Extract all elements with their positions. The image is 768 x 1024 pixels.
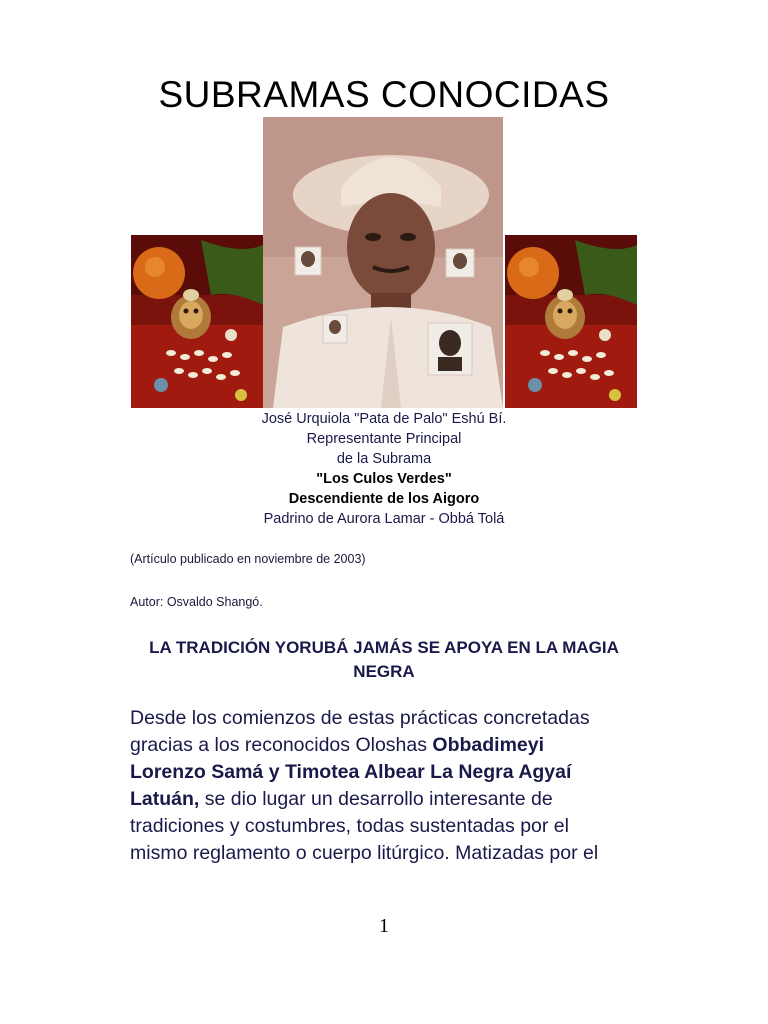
body-line-1: Desde los comienzos de estas prácticas concretadas — [130, 707, 590, 729]
caption-subrama-name: "Los Culos Verdes" — [316, 471, 452, 487]
body-line-3 — [130, 759, 630, 786]
caption-role: Representante Principal — [306, 431, 462, 447]
article-headline — [120, 636, 648, 684]
caption-name: José Urquiola "Pata de Palo" Eshú Bí. — [261, 411, 507, 427]
body-line-4-bold: Latuán, — [130, 788, 200, 810]
page-number: 1 — [379, 915, 389, 937]
publication-note: (Artículo publicado en noviembre de 2003) — [130, 552, 366, 566]
portrait-photo — [263, 117, 503, 408]
altar-photo-right — [505, 235, 637, 408]
altar-photo-left — [131, 235, 263, 408]
body-line-4-text: se dio lugar un desarrollo interesante de — [199, 788, 553, 810]
body-line-5: tradiciones y costumbres, todas sustentadas por el — [130, 815, 569, 837]
body-line-2 — [130, 732, 630, 759]
caption-godparent: Padrino de Aurora Lamar - Obbá Tolá — [263, 511, 505, 527]
body-line-6: mismo reglamento o cuerpo litúrgico. Matizadas por el — [130, 842, 599, 864]
headline-line-2: NEGRA — [353, 662, 415, 681]
caption-subrama: de la Subrama — [336, 451, 432, 467]
body-line-3-bold: Lorenzo Samá y Timotea Albear La Negra Agyaí — [130, 761, 572, 783]
caption-lineage: Descendiente de los Aigoro — [288, 491, 480, 507]
headline-line-1: LA TRADICIÓN YORUBÁ JAMÁS SE APOYA EN LA MAGIA — [149, 638, 619, 657]
article-body — [130, 705, 630, 867]
photo-caption — [184, 409, 584, 529]
body-line-2-text: gracias a los reconocidos Oloshas — [130, 734, 433, 756]
author-line: Autor: Osvaldo Shangó. — [130, 595, 263, 609]
body-line-4 — [130, 786, 630, 813]
body-line-2-bold: Obbadimeyi — [432, 734, 545, 756]
page-title: SUBRAMAS CONOCIDAS — [158, 74, 610, 115]
